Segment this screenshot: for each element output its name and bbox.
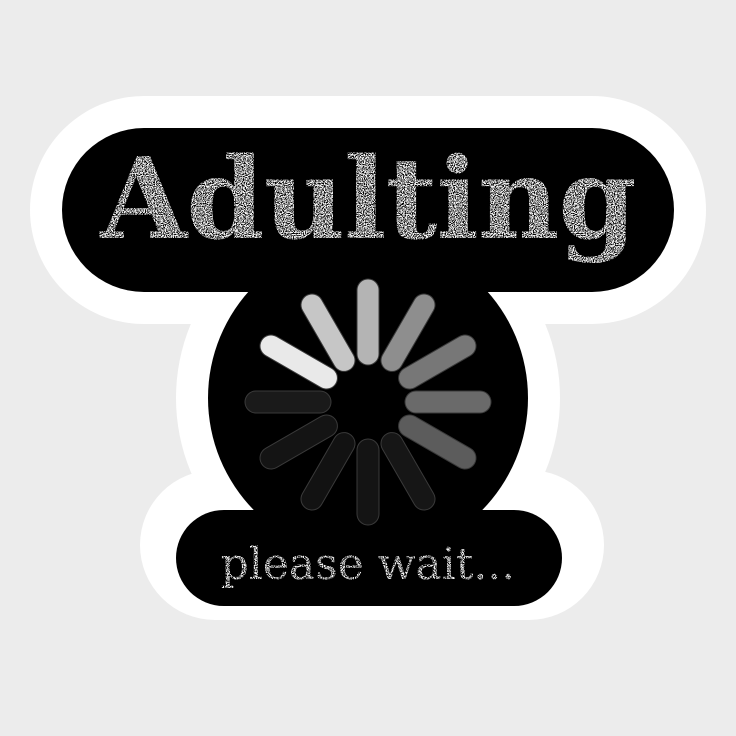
title-text: Adulting <box>100 134 636 265</box>
caption-text: please wait... <box>220 539 516 590</box>
